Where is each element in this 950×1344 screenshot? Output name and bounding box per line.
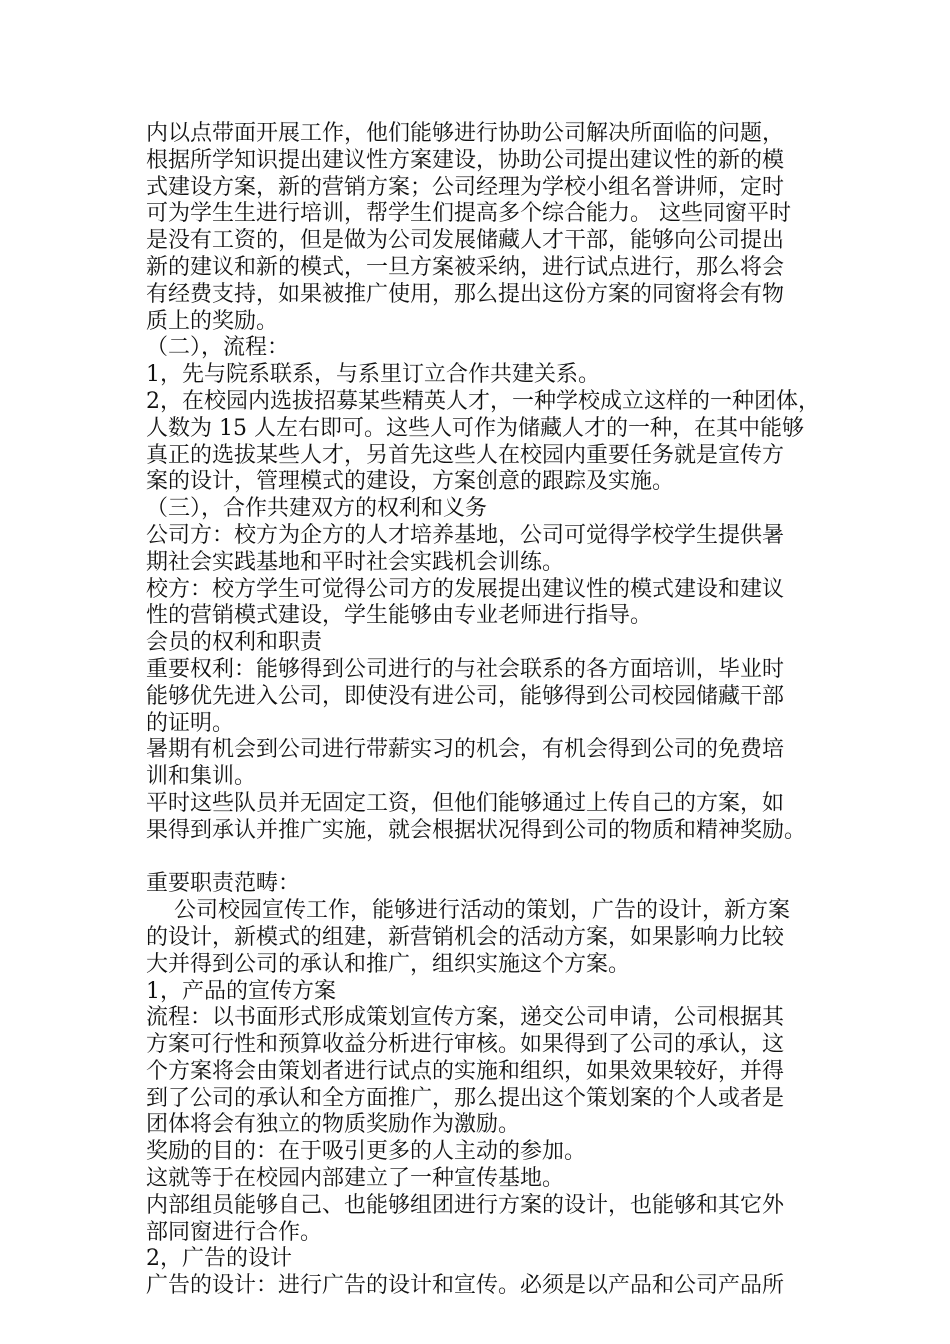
document-body	[146, 121, 826, 1300]
section-heading: （二），流程：	[146, 335, 290, 361]
text-line: 广告的设计：进行广告的设计和宣传。必须是以产品和公司产品所	[146, 1273, 785, 1299]
text-line: 方案可行性和预算收益分析进行审核。如果得到了公司的承认，这	[146, 1032, 785, 1058]
text-line: 重要权利：能够得到公司进行的与社会联系的各方面培训，毕业时	[146, 656, 785, 682]
text-line: 新的建议和新的模式，一旦方案被采纳，进行试点进行，那么将会	[146, 254, 785, 280]
text-line: 奖励的目的：在于吸引更多的人主动的参加。	[146, 1139, 587, 1165]
text-line: 暑期有机会到公司进行带薪实习的机会，有机会得到公司的免费培	[146, 737, 785, 763]
section-heading: （三），合作共建双方的权利和义务	[146, 496, 488, 522]
section-heading: 1，产品的宣传方案	[146, 978, 336, 1004]
text-line: 这就等于在校园内部建立了一种宣传基地。	[146, 1166, 565, 1192]
text-line: 训和集训。	[146, 764, 257, 790]
text-line: 的设计，新模式的组建，新营销机会的活动方案，如果影响力比较	[146, 924, 785, 950]
text-line: 个方案将会由策划者进行试点的实施和组织，如果效果较好，并得	[146, 1058, 785, 1084]
text-line: 团体将会有独立的物质奖励作为激励。	[146, 1112, 521, 1138]
text-line: 有经费支持，如果被推广使用，那么提出这份方案的同窗将会有物	[146, 281, 785, 307]
text-line: 期社会实践基地和平时社会实践机会训练。	[146, 549, 565, 575]
text-line: 是没有工资的，但是做为公司发展储藏人才干部，能够向公司提出	[146, 228, 785, 254]
text-line: 公司校园宣传工作，能够进行活动的策划，广告的设计，新方案	[146, 898, 790, 924]
text-line: 真正的选拔某些人才，另首先这些人在校园内重要任务就是宣传方	[146, 442, 785, 468]
section-heading: 重要职责范畴：	[146, 871, 301, 897]
text-line: 部同窗进行合作。	[146, 1219, 323, 1245]
text-line: 公司方：校方为企方的人才培养基地，公司可觉得学校学生提供暑	[146, 522, 785, 548]
text-line: 可为学生生进行培训，帮学生们提高多个综合能力。 这些同窗平时	[146, 201, 791, 227]
section-heading: 2，广告的设计	[146, 1246, 292, 1272]
text-line: 根据所学知识提出建议性方案建设，协助公司提出建议性的新的模	[146, 147, 785, 173]
text-line: 到了公司的承认和全方面推广，那么提出这个策划案的个人或者是	[146, 1085, 785, 1111]
text-line: 2，在校园内选拔招募某些精英人才，一种学校成立这样的一种团体，	[146, 388, 820, 414]
text-line: 平时这些队员并无固定工资，但他们能够通过上传自己的方案，如	[146, 790, 785, 816]
text-line: 案的设计，管理模式的建设，方案创意的跟踪及实施。	[146, 469, 675, 495]
text-line: 性的营销模式建设，学生能够由专业老师进行指导。	[146, 603, 653, 629]
section-heading: 会员的权利和职责	[146, 630, 323, 656]
text-line: 质上的奖励。	[146, 308, 279, 334]
text-line: 式建设方案，新的营销方案；公司经理为学校小组名誉讲师，定时	[146, 174, 785, 200]
text-line: 大并得到公司的承认和推广，组织实施这个方案。	[146, 951, 631, 977]
text-line: 流程：以书面形式形成策划宣传方案，递交公司申请，公司根据其	[146, 1005, 785, 1031]
text-line: 能够优先进入公司，即使没有进公司，能够得到公司校园储藏干部	[146, 683, 785, 709]
text-line: 人数为 15 人左右即可。这些人可作为储藏人才的一种，在其中能够	[146, 415, 804, 441]
text-line: 内部组员能够自己、也能够组团进行方案的设计，也能够和其它外	[146, 1192, 785, 1218]
text-line: 果得到承认并推广实施，就会根据状况得到公司的物质和精神奖励。	[146, 817, 807, 843]
text-line: 校方：校方学生可觉得公司方的发展提出建议性的模式建设和建议	[146, 576, 785, 602]
text-line: 1，先与院系联系，与系里订立合作共建关系。	[146, 362, 600, 388]
text-line: 的证明。	[146, 710, 235, 736]
blank-line	[146, 845, 826, 872]
text-line: 内以点带面开展工作，他们能够进行协助公司解决所面临的问题，	[146, 121, 785, 146]
